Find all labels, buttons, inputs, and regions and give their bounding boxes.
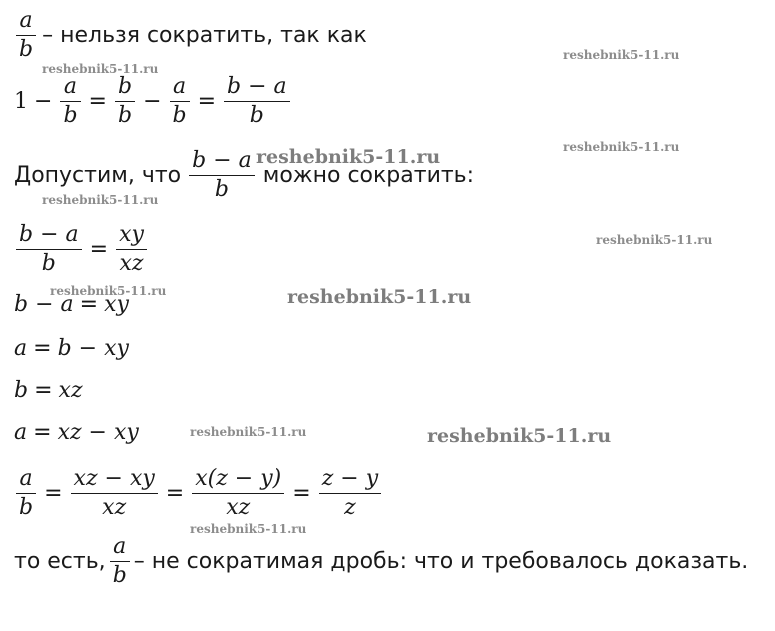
line-8 <box>14 420 139 445</box>
denominator: b <box>19 37 34 62</box>
watermark: reshebnik5-11.ru <box>190 425 307 439</box>
watermark: reshebnik5-11.ru <box>42 193 159 207</box>
fraction-bar <box>116 249 147 250</box>
denominator: xz <box>226 495 251 520</box>
line-6 <box>14 336 129 361</box>
watermark: reshebnik5-11.ru <box>427 425 612 447</box>
equals: = <box>197 89 217 114</box>
watermark: reshebnik5-11.ru <box>563 48 680 62</box>
lhs: b <box>14 378 29 403</box>
line-10 <box>14 534 748 589</box>
equals: = <box>33 420 52 445</box>
rhs: xy <box>104 292 129 317</box>
statement-text: то есть, <box>14 549 106 574</box>
equals: = <box>44 481 63 506</box>
fraction-bar <box>192 493 284 494</box>
line-9 <box>14 466 383 521</box>
numerator: a <box>19 466 33 491</box>
equals: = <box>34 378 53 403</box>
fraction-bar <box>16 35 36 36</box>
watermark: reshebnik5-11.ru <box>50 284 167 298</box>
fraction-a-over-b <box>110 534 130 589</box>
fraction-bar <box>16 493 36 494</box>
denominator: b <box>214 177 229 202</box>
watermark: reshebnik5-11.ru <box>596 233 713 247</box>
rhs: b − xy <box>57 336 129 361</box>
minus: − <box>143 89 162 114</box>
numerator: b − a <box>227 74 287 99</box>
watermark: reshebnik5-11.ru <box>563 140 680 154</box>
statement-text: Допустим, что <box>14 163 182 188</box>
fraction-bar <box>224 101 290 102</box>
fraction-a-over-b <box>170 74 190 129</box>
numerator: a <box>19 8 33 33</box>
equals: = <box>79 292 99 317</box>
watermark: reshebnik5-11.ru <box>190 522 307 536</box>
equals: = <box>292 481 311 506</box>
fraction-z-minus-y-over-z <box>319 466 381 521</box>
statement-text: – не сократимая дробь: что и требовалось доказать. <box>133 549 749 574</box>
line-7 <box>14 378 83 403</box>
denominator: b <box>117 103 133 128</box>
statement-text: – нельзя сократить, так как <box>42 23 367 48</box>
numerator: a <box>63 74 78 99</box>
denominator: b <box>112 563 127 588</box>
rhs: xz <box>58 378 83 403</box>
numerator: b − a <box>192 148 252 173</box>
denominator: b <box>63 103 78 128</box>
fraction-bar <box>110 561 130 562</box>
fraction-a-over-b <box>16 466 36 521</box>
fraction-xy-over-xz <box>116 222 147 277</box>
one: 1 <box>14 89 28 114</box>
line-4 <box>14 222 149 277</box>
fraction-b-minus-a-over-b <box>16 222 82 277</box>
numerator: b <box>117 74 133 99</box>
numerator: a <box>113 534 127 559</box>
fraction-bar <box>115 101 135 102</box>
statement-text: можно сократить: <box>262 163 475 188</box>
line-1 <box>14 8 367 63</box>
fraction-a-over-b <box>60 74 80 129</box>
fraction-xz-minus-xy-over-xz <box>71 466 158 521</box>
lhs: b − a <box>14 292 74 317</box>
denominator: b <box>249 103 264 128</box>
line-2 <box>14 74 292 129</box>
fraction-x-z-minus-y-over-xz <box>192 466 284 521</box>
fraction-bar <box>319 493 381 494</box>
rhs: xz − xy <box>57 420 139 445</box>
equals: = <box>33 336 52 361</box>
numerator: xz − xy <box>73 466 155 491</box>
fraction-bar <box>71 493 158 494</box>
numerator: x(z − y) <box>195 466 282 491</box>
lhs: a <box>14 420 28 445</box>
lhs: a <box>14 336 28 361</box>
fraction-a-over-b <box>16 8 36 63</box>
fraction-b-over-b <box>115 74 135 129</box>
fraction-b-minus-a-over-b <box>189 148 255 203</box>
denominator: xz <box>119 251 144 276</box>
equals: = <box>88 89 107 114</box>
watermark: reshebnik5-11.ru <box>287 286 472 308</box>
fraction-bar <box>189 175 255 176</box>
fraction-bar <box>16 249 82 250</box>
numerator: xy <box>119 222 144 247</box>
fraction-b-minus-a-over-b <box>224 74 290 129</box>
numerator: a <box>172 74 187 99</box>
numerator: z − y <box>321 466 379 491</box>
equals: = <box>165 481 185 506</box>
denominator: z <box>344 495 356 520</box>
denominator: b <box>41 251 56 276</box>
denominator: b <box>172 103 187 128</box>
minus: − <box>34 89 53 114</box>
fraction-bar <box>170 101 190 102</box>
watermark: reshebnik5-11.ru <box>256 146 441 168</box>
fraction-bar <box>60 101 80 102</box>
denominator: b <box>19 495 34 520</box>
watermark: reshebnik5-11.ru <box>42 62 159 76</box>
equals: = <box>89 237 109 262</box>
numerator: b − a <box>19 222 79 247</box>
denominator: xz <box>102 495 127 520</box>
